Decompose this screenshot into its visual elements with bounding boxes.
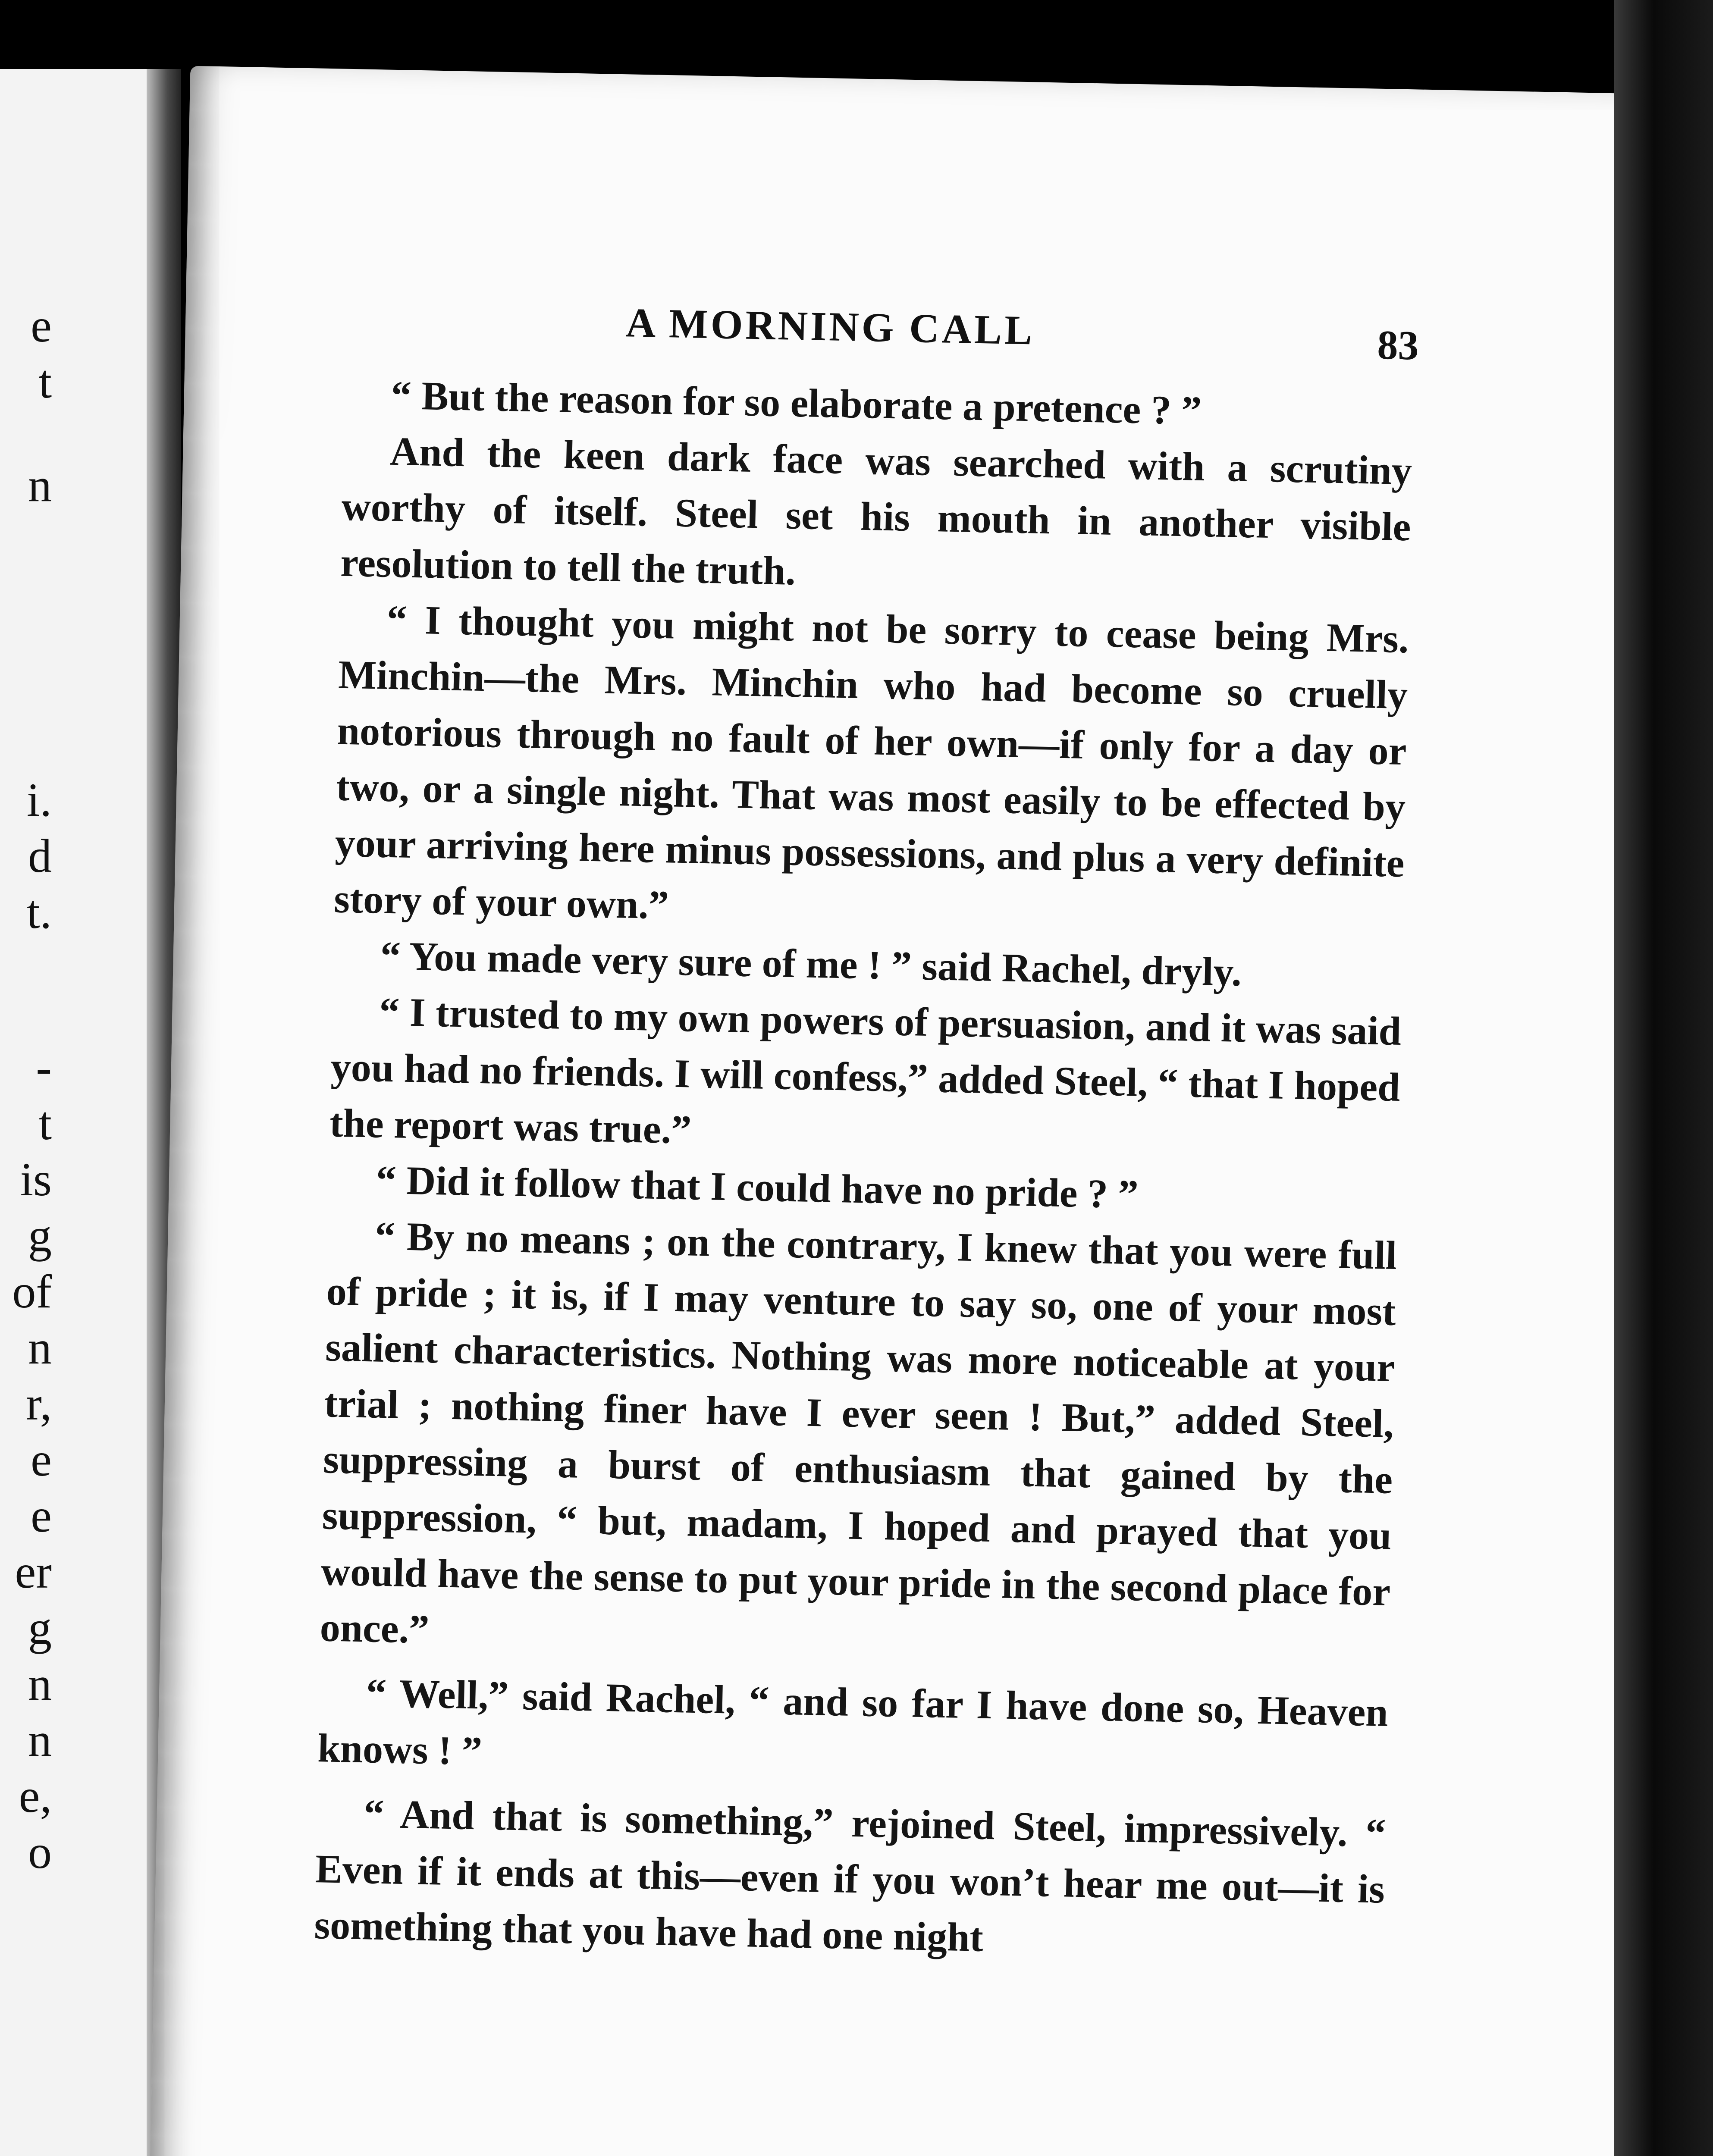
left-page-fragment: -: [36, 1041, 52, 1094]
paragraph: “ Well,” said Rachel, “ and so far I have done so, Heaven knows ! ”: [317, 1670, 1389, 1774]
left-page-fragment: e: [31, 1433, 52, 1486]
left-page-fragment: n: [28, 1321, 52, 1374]
paragraph: “ But the reason for so elaborate a pretence ? ”: [390, 373, 1202, 433]
left-page-fragment: o: [28, 1826, 52, 1878]
body-text: [314, 367, 1414, 1974]
paragraph: “ And that is something,” rejoined Steel, impressively. “ Even if it ends at this—even if you won’t hear me out—it is something that you have had one night: [314, 1791, 1387, 1960]
left-page-fragment: n: [28, 1658, 52, 1710]
book-page: [146, 66, 1661, 2156]
left-page-fragment: i.: [26, 774, 52, 826]
left-page-fragment: n: [28, 1714, 52, 1766]
left-page-fragment: d: [28, 830, 52, 882]
left-page-fragment: of: [12, 1265, 52, 1318]
left-page-fragment: e,: [19, 1770, 52, 1822]
left-page-text-fragments: [0, 69, 52, 2156]
left-page-fragment: r,: [26, 1377, 52, 1430]
paragraph: And the keen dark face was searched with a scrutiny worthy of itself. Steel set his mouth in another visible resolution to tell the truth.: [340, 429, 1412, 594]
left-page-fragment: t: [38, 355, 52, 408]
left-page-fragment: is: [20, 1153, 52, 1206]
left-page-fragment: e: [31, 1489, 52, 1542]
paragraph: “ I thought you might not be sorry to cease being Mrs. Minchin—the Mrs. Minchin who had become so cruelly notorious through no fault of her own—if only for a day or two, or a single night. That was most easily to be effected by your arriving here minus possessions, and plus a very definite story of your own.”: [333, 597, 1409, 928]
running-head: [345, 293, 1419, 374]
chapter-title: A MORNING CALL: [625, 299, 1035, 354]
paragraph: “ I trusted to my own powers of persuasion, and it was said you had no friends. I will confess,” added Steel, “ that I hoped the report was true.”: [329, 989, 1402, 1153]
paragraph: “ You made very sure of me ! ” said Rachel, dryly.: [380, 933, 1242, 995]
paragraph: “ Did it follow that I could have no pride ? ”: [375, 1157, 1139, 1217]
left-page-fragment: t: [38, 1097, 52, 1150]
left-page-fragment: n: [28, 459, 52, 511]
paragraph: “ By no means ; on the contrary, I knew that you were full of pride ; it is, if I may venture to say so, one of your most salient characteristics. Nothing was more noticeable at your trial ; nothing finer have I ever seen ! But,” added Steel, suppressing a burst of enthusiasm that gained by the suppression, “ but, madam, I hoped and prayed that you would have the sense to put your pride in the second place for once.”: [320, 1213, 1398, 1652]
left-page-fragment: g: [28, 1209, 52, 1262]
left-page-fragment: t.: [26, 886, 52, 938]
book-edge: [1614, 0, 1713, 2156]
left-page-fragment: er: [15, 1545, 52, 1598]
left-page-fragment: g: [28, 1601, 52, 1654]
left-page-fragment: e: [31, 299, 52, 352]
page-number: 83: [1377, 321, 1419, 369]
